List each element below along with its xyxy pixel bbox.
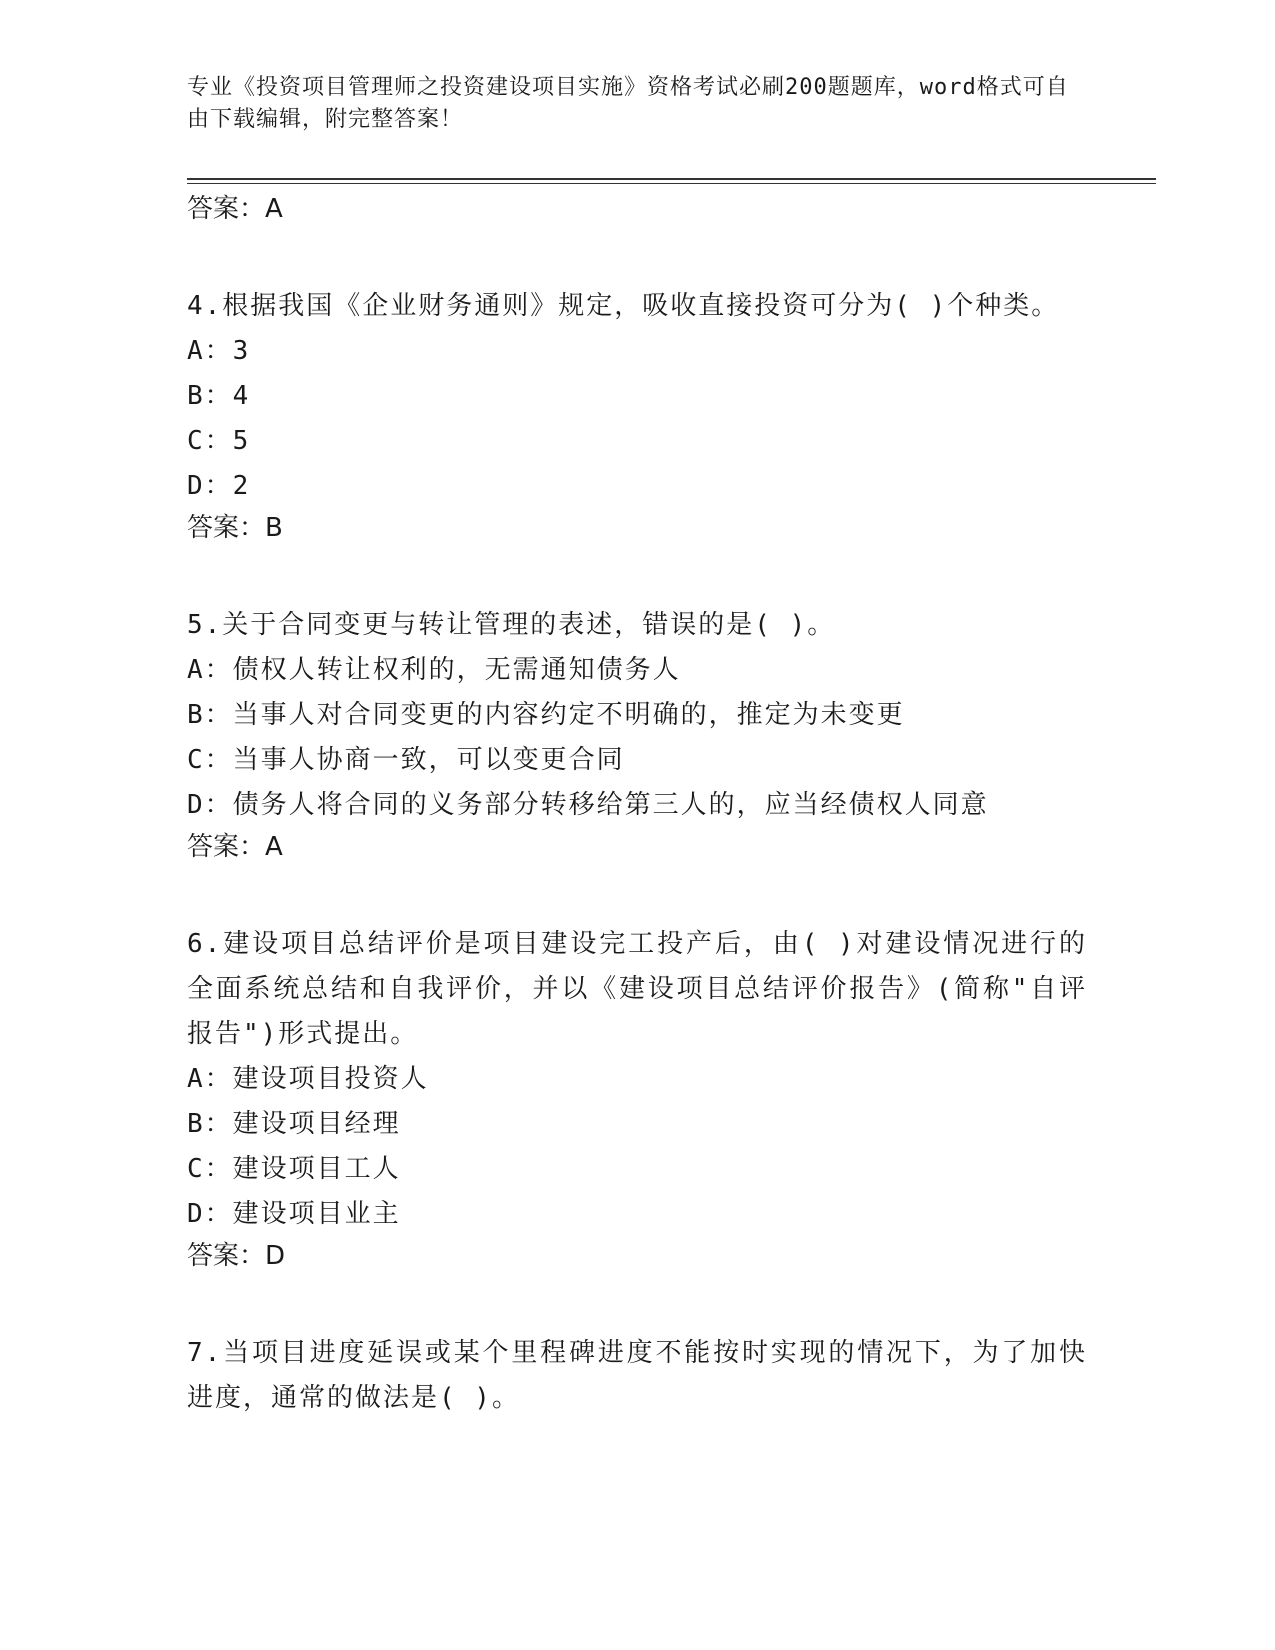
question-6-option-a: A：建设项目投资人	[187, 1064, 429, 1094]
question-7	[187, 1331, 1087, 1421]
question-4-option-a: A：3	[187, 336, 251, 366]
question-5-option-c: C：当事人协商一致，可以变更合同	[187, 745, 625, 775]
question-5-option-d: D：债务人将合同的义务部分转移给第三人的，应当经债权人同意	[187, 790, 989, 820]
question-4-option-c: C：5	[187, 426, 251, 456]
question-6-text: 6.建设项目总结评价是项目建设完工投产后，由( )对建设情况进行的全面系统总结和自我评价，并以《建设项目总结评价报告》(简称"自评报告")形式提出。	[187, 929, 1087, 1049]
answer-5: 答案：A	[187, 832, 283, 862]
question-6	[187, 922, 1087, 1273]
question-5-option-b: B：当事人对合同变更的内容约定不明确的，推定为未变更	[187, 700, 905, 730]
question-list	[187, 192, 1087, 1421]
question-5-text: 5.关于合同变更与转让管理的表述，错误的是( )。	[187, 610, 836, 640]
question-7-text: 7.当项目进度延误或某个里程碑进度不能按时实现的情况下，为了加快进度，通常的做法是( )。	[187, 1338, 1087, 1413]
question-4-text: 4.根据我国《企业财务通则》规定，吸收直接投资可分为( )个种类。	[187, 291, 1060, 321]
answer-6: 答案：D	[187, 1241, 286, 1271]
question-6-option-b: B：建设项目经理	[187, 1109, 401, 1139]
answer-3: 答案：A	[187, 194, 283, 224]
question-5-option-a: A：债权人转让权利的，无需通知债务人	[187, 655, 681, 685]
question-4-option-d: D：2	[187, 471, 251, 501]
question-6-option-d: D：建设项目业主	[187, 1199, 401, 1229]
header-rule	[187, 178, 1156, 180]
question-4-option-b: B：4	[187, 381, 251, 411]
question-4	[187, 284, 1087, 545]
document-header: 专业《投资项目管理师之投资建设项目实施》资格考试必刷200题题库，word格式可自由下载编辑，附完整答案！	[187, 75, 1069, 132]
header-rule-thin	[187, 183, 1156, 184]
question-5	[187, 603, 1087, 864]
question-6-option-c: C：建设项目工人	[187, 1154, 401, 1184]
answer-4: 答案：B	[187, 513, 283, 543]
